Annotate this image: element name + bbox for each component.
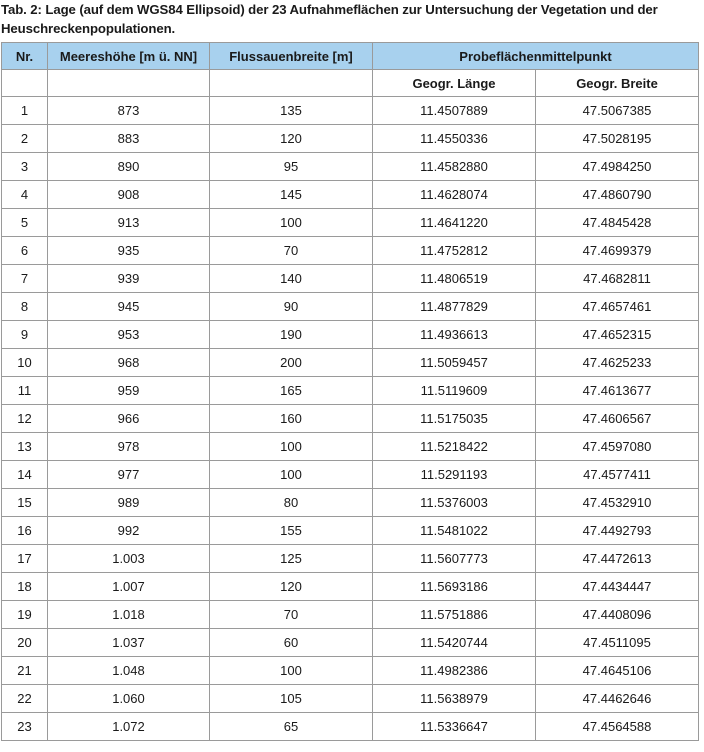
cell-elevation: 953 <box>48 321 210 349</box>
cell-nr: 7 <box>2 265 48 293</box>
cell-latitude: 47.4472613 <box>536 545 699 573</box>
cell-floodplain-width: 65 <box>210 713 373 741</box>
cell-latitude: 47.4625233 <box>536 349 699 377</box>
cell-nr: 3 <box>2 153 48 181</box>
table-row <box>2 405 699 433</box>
cell-elevation: 1.007 <box>48 573 210 601</box>
header-elevation: Meereshöhe [m ü. NN] <box>48 43 210 70</box>
cell-floodplain-width: 60 <box>210 629 373 657</box>
cell-elevation: 1.037 <box>48 629 210 657</box>
cell-nr: 10 <box>2 349 48 377</box>
cell-elevation: 977 <box>48 461 210 489</box>
cell-nr: 19 <box>2 601 48 629</box>
cell-nr: 18 <box>2 573 48 601</box>
cell-nr: 2 <box>2 125 48 153</box>
cell-nr: 17 <box>2 545 48 573</box>
cell-elevation: 890 <box>48 153 210 181</box>
cell-floodplain-width: 125 <box>210 545 373 573</box>
cell-elevation: 908 <box>48 181 210 209</box>
table-caption: Tab. 2: Lage (auf dem WGS84 Ellipsoid) der 23 Aufnahmeflächen zur Untersuchung der Vegetation und der Heuschreckenpopulationen. <box>1 2 658 36</box>
cell-latitude: 47.4462646 <box>536 685 699 713</box>
cell-floodplain-width: 105 <box>210 685 373 713</box>
table-row <box>2 657 699 685</box>
table-row <box>2 433 699 461</box>
cell-latitude: 47.4645106 <box>536 657 699 685</box>
cell-floodplain-width: 120 <box>210 125 373 153</box>
cell-longitude: 11.4641220 <box>373 209 536 237</box>
table-row <box>2 601 699 629</box>
table-row <box>2 517 699 545</box>
cell-longitude: 11.5291193 <box>373 461 536 489</box>
cell-longitude: 11.5751886 <box>373 601 536 629</box>
cell-latitude: 47.4434447 <box>536 573 699 601</box>
table-row <box>2 629 699 657</box>
cell-longitude: 11.5607773 <box>373 545 536 573</box>
cell-floodplain-width: 100 <box>210 657 373 685</box>
cell-floodplain-width: 135 <box>210 97 373 125</box>
cell-floodplain-width: 190 <box>210 321 373 349</box>
cell-elevation: 968 <box>48 349 210 377</box>
cell-elevation: 959 <box>48 377 210 405</box>
table-row <box>2 489 699 517</box>
cell-latitude: 47.4984250 <box>536 153 699 181</box>
cell-nr: 1 <box>2 97 48 125</box>
cell-nr: 5 <box>2 209 48 237</box>
table-row <box>2 713 699 741</box>
cell-elevation: 939 <box>48 265 210 293</box>
cell-nr: 11 <box>2 377 48 405</box>
cell-elevation: 1.048 <box>48 657 210 685</box>
cell-nr: 4 <box>2 181 48 209</box>
cell-elevation: 978 <box>48 433 210 461</box>
cell-elevation: 1.018 <box>48 601 210 629</box>
cell-floodplain-width: 100 <box>210 209 373 237</box>
table-row <box>2 349 699 377</box>
cell-elevation: 1.072 <box>48 713 210 741</box>
cell-nr: 23 <box>2 713 48 741</box>
cell-elevation: 989 <box>48 489 210 517</box>
cell-floodplain-width: 160 <box>210 405 373 433</box>
cell-longitude: 11.5175035 <box>373 405 536 433</box>
table-row <box>2 237 699 265</box>
cell-floodplain-width: 70 <box>210 601 373 629</box>
cell-floodplain-width: 145 <box>210 181 373 209</box>
cell-nr: 13 <box>2 433 48 461</box>
table-row <box>2 685 699 713</box>
table-row <box>2 125 699 153</box>
header-latitude: Geogr. Breite <box>536 70 699 97</box>
table-row <box>2 265 699 293</box>
cell-floodplain-width: 165 <box>210 377 373 405</box>
header-empty-cell <box>210 70 373 97</box>
table-row <box>2 153 699 181</box>
cell-longitude: 11.5336647 <box>373 713 536 741</box>
cell-longitude: 11.5376003 <box>373 489 536 517</box>
cell-latitude: 47.4511095 <box>536 629 699 657</box>
cell-longitude: 11.4877829 <box>373 293 536 321</box>
header-row-secondary <box>2 70 699 97</box>
cell-floodplain-width: 90 <box>210 293 373 321</box>
cell-elevation: 913 <box>48 209 210 237</box>
header-row-primary <box>2 43 699 70</box>
cell-latitude: 47.4408096 <box>536 601 699 629</box>
cell-longitude: 11.5218422 <box>373 433 536 461</box>
header-nr: Nr. <box>2 43 48 70</box>
cell-floodplain-width: 120 <box>210 573 373 601</box>
table-body <box>2 97 699 741</box>
cell-latitude: 47.4532910 <box>536 489 699 517</box>
table-row <box>2 377 699 405</box>
cell-longitude: 11.5119609 <box>373 377 536 405</box>
cell-nr: 12 <box>2 405 48 433</box>
cell-floodplain-width: 200 <box>210 349 373 377</box>
cell-longitude: 11.5059457 <box>373 349 536 377</box>
cell-elevation: 1.003 <box>48 545 210 573</box>
cell-longitude: 11.5638979 <box>373 685 536 713</box>
cell-nr: 21 <box>2 657 48 685</box>
table-row <box>2 293 699 321</box>
cell-longitude: 11.4507889 <box>373 97 536 125</box>
cell-latitude: 47.5028195 <box>536 125 699 153</box>
cell-latitude: 47.4492793 <box>536 517 699 545</box>
cell-latitude: 47.4564588 <box>536 713 699 741</box>
cell-longitude: 11.5420744 <box>373 629 536 657</box>
header-empty-cell <box>2 70 48 97</box>
cell-elevation: 992 <box>48 517 210 545</box>
cell-nr: 14 <box>2 461 48 489</box>
cell-nr: 6 <box>2 237 48 265</box>
table-row <box>2 461 699 489</box>
cell-latitude: 47.4682811 <box>536 265 699 293</box>
header-longitude: Geogr. Länge <box>373 70 536 97</box>
cell-latitude: 47.5067385 <box>536 97 699 125</box>
data-table <box>1 42 699 741</box>
table-row <box>2 181 699 209</box>
cell-longitude: 11.4628074 <box>373 181 536 209</box>
cell-latitude: 47.4613677 <box>536 377 699 405</box>
cell-elevation: 945 <box>48 293 210 321</box>
cell-floodplain-width: 80 <box>210 489 373 517</box>
cell-longitude: 11.4806519 <box>373 265 536 293</box>
cell-latitude: 47.4606567 <box>536 405 699 433</box>
cell-longitude: 11.4752812 <box>373 237 536 265</box>
header-center: Probeflächenmittelpunkt <box>373 43 699 70</box>
cell-floodplain-width: 155 <box>210 517 373 545</box>
table-row <box>2 209 699 237</box>
cell-floodplain-width: 95 <box>210 153 373 181</box>
table-row <box>2 573 699 601</box>
cell-nr: 22 <box>2 685 48 713</box>
cell-longitude: 11.5481022 <box>373 517 536 545</box>
table-row <box>2 545 699 573</box>
cell-longitude: 11.4582880 <box>373 153 536 181</box>
cell-longitude: 11.4982386 <box>373 657 536 685</box>
cell-floodplain-width: 140 <box>210 265 373 293</box>
cell-nr: 16 <box>2 517 48 545</box>
cell-elevation: 1.060 <box>48 685 210 713</box>
cell-latitude: 47.4699379 <box>536 237 699 265</box>
cell-floodplain-width: 70 <box>210 237 373 265</box>
cell-latitude: 47.4845428 <box>536 209 699 237</box>
cell-nr: 8 <box>2 293 48 321</box>
cell-latitude: 47.4657461 <box>536 293 699 321</box>
cell-floodplain-width: 100 <box>210 461 373 489</box>
cell-latitude: 47.4597080 <box>536 433 699 461</box>
cell-nr: 9 <box>2 321 48 349</box>
cell-elevation: 883 <box>48 125 210 153</box>
cell-floodplain-width: 100 <box>210 433 373 461</box>
cell-elevation: 935 <box>48 237 210 265</box>
header-empty-cell <box>48 70 210 97</box>
cell-longitude: 11.5693186 <box>373 573 536 601</box>
cell-nr: 15 <box>2 489 48 517</box>
cell-latitude: 47.4652315 <box>536 321 699 349</box>
cell-elevation: 966 <box>48 405 210 433</box>
header-floodplain-width: Flussauenbreite [m] <box>210 43 373 70</box>
table-row <box>2 97 699 125</box>
cell-nr: 20 <box>2 629 48 657</box>
cell-elevation: 873 <box>48 97 210 125</box>
cell-latitude: 47.4577411 <box>536 461 699 489</box>
cell-latitude: 47.4860790 <box>536 181 699 209</box>
table-row <box>2 321 699 349</box>
cell-longitude: 11.4936613 <box>373 321 536 349</box>
cell-longitude: 11.4550336 <box>373 125 536 153</box>
